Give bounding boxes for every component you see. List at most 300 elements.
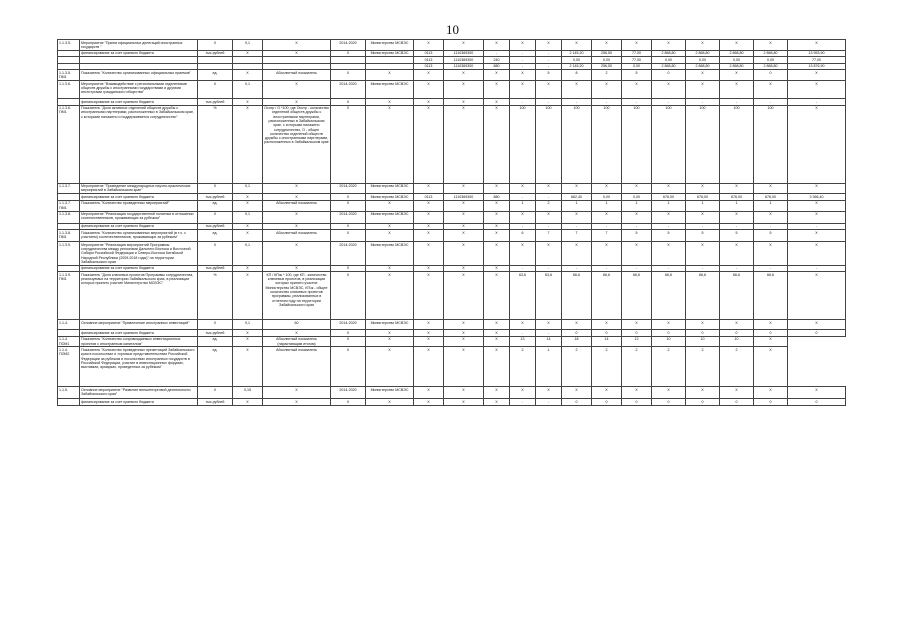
table-cell: X xyxy=(652,40,686,51)
table-cell: X xyxy=(592,242,622,266)
table-cell: 0,00 xyxy=(720,57,754,63)
table-cell: тыс.рублей xyxy=(198,399,233,405)
table-cell: - xyxy=(686,223,720,229)
table-cell: X xyxy=(536,320,562,330)
table-cell: X xyxy=(484,265,510,271)
table-cell: финансирование за счет краевого бюджета xyxy=(80,194,198,200)
table-cell: X xyxy=(366,99,414,105)
table-cell: X xyxy=(622,211,652,223)
table-cell: X xyxy=(652,320,686,330)
table-cell: X xyxy=(263,211,331,223)
table-cell: 1 xyxy=(622,200,652,211)
table-cell: X xyxy=(366,265,414,271)
table-cell: X xyxy=(414,242,444,266)
table-row xyxy=(58,387,846,399)
table-row xyxy=(58,347,846,387)
table-cell: 0113 xyxy=(414,50,444,56)
table-cell: 0,00 xyxy=(686,57,720,63)
table-cell: 0,1 xyxy=(233,211,263,223)
table-cell: - xyxy=(536,99,562,105)
table-cell: 1.1.3.8. ПМ1 xyxy=(58,230,80,242)
table-cell: - xyxy=(562,99,592,105)
table-cell: X xyxy=(414,272,444,320)
table-cell: X xyxy=(414,223,444,229)
table-row xyxy=(58,183,846,194)
table-cell: X xyxy=(233,200,263,211)
table-cell: X xyxy=(414,70,444,81)
table-cell: X xyxy=(331,230,366,242)
table-cell: 0 xyxy=(686,330,720,336)
table-cell: Министерство МСВЭС xyxy=(366,183,414,194)
table-cell: 1.1.3.7. xyxy=(58,183,80,194)
table-cell: X xyxy=(720,320,754,330)
table-cell: X xyxy=(331,347,366,387)
table-cell: X xyxy=(331,223,366,229)
table-cell: тыс.рублей xyxy=(198,265,233,271)
table-cell: - xyxy=(510,330,536,336)
table-cell: 0 xyxy=(788,399,846,405)
table-cell: 0,00 xyxy=(562,57,592,63)
table-cell: X xyxy=(331,194,366,200)
table-cell: КП / КПзк * 100, где КП - количество ключевых проектов, в реализации которых принято участие Министерство МСВЭС, КПзк - общее количество ключевых проектов программы, реализованных в отчетном году на территории Забайкальского края xyxy=(263,272,331,320)
table-row xyxy=(58,200,846,211)
table-cell: X xyxy=(484,347,510,387)
table-cell: X xyxy=(788,211,846,223)
table-cell: 1.1.4. ПОМ2 xyxy=(58,347,80,387)
table-cell: X xyxy=(592,81,622,99)
table-cell: X xyxy=(686,70,720,81)
table-cell: - xyxy=(510,63,536,69)
table-cell: 0 xyxy=(562,399,592,405)
table-cell: X xyxy=(331,272,366,320)
table-cell: X xyxy=(788,242,846,266)
table-cell: - xyxy=(652,223,686,229)
program-table xyxy=(57,39,846,406)
table-cell: X xyxy=(510,81,536,99)
table-cell: X xyxy=(366,330,414,336)
table-cell: 1 xyxy=(562,200,592,211)
table-row xyxy=(58,399,846,405)
table-cell: 77,00 xyxy=(622,57,652,63)
table-cell xyxy=(58,399,80,405)
table-cell: % xyxy=(198,105,233,183)
table-cell: - xyxy=(622,265,652,271)
table-cell: X xyxy=(414,320,444,330)
table-cell: X xyxy=(592,387,622,399)
table-cell: X xyxy=(331,265,366,271)
table-cell: % xyxy=(198,272,233,320)
table-cell: - xyxy=(536,223,562,229)
table-row xyxy=(58,70,846,81)
table-cell: 100 xyxy=(754,105,788,183)
table-cell: Осотр / О *100, где Осотр - количество отделений обществ дружбы с иностранными партнерами, расположенных в Забайкальском крае, с которыми налажено сотрудничество, О - общее количество отделений обществ дружбы с иностранными партнерами, расположенных в Забайкальском крае xyxy=(263,105,331,183)
table-cell: финансирование за счет краевого бюджета xyxy=(80,99,198,105)
table-cell: X xyxy=(484,99,510,105)
table-cell: 0,00 xyxy=(592,57,622,63)
table-cell: 63,6 xyxy=(536,272,562,320)
table-row xyxy=(58,272,846,320)
table-cell: 0 xyxy=(592,330,622,336)
table-cell: 63,6 xyxy=(510,272,536,320)
table-cell: 13 953,90 xyxy=(788,50,846,56)
table-cell: X xyxy=(754,347,788,387)
table-cell: 1.1.3.7. ПМ1 xyxy=(58,200,80,211)
table-cell: 2 868,80 xyxy=(686,50,720,56)
table-row xyxy=(58,230,846,242)
table-cell: X xyxy=(444,99,484,105)
table-cell: 60 xyxy=(263,320,331,330)
table-cell: X xyxy=(444,223,484,229)
table-cell: 100 xyxy=(622,105,652,183)
table-cell: X xyxy=(536,211,562,223)
table-cell: 1 xyxy=(592,200,622,211)
table-cell: X xyxy=(331,50,366,56)
table-cell: X xyxy=(686,183,720,194)
table-cell: 13 xyxy=(510,336,536,347)
table-cell: 1.1.3.6. xyxy=(58,81,80,99)
table-cell: X xyxy=(263,265,331,271)
table-cell: X xyxy=(263,183,331,194)
table-cell: - xyxy=(754,99,788,105)
table-cell: X xyxy=(562,242,592,266)
table-cell: X xyxy=(754,211,788,223)
table-cell: X xyxy=(686,81,720,99)
table-cell: X xyxy=(414,81,444,99)
table-cell: X xyxy=(366,70,414,81)
table-cell: 14 xyxy=(592,336,622,347)
table-cell: X xyxy=(331,399,366,405)
table-cell: X xyxy=(788,387,846,399)
table-cell: Показатель "Количество проведенных презентаций Забайкальского края в посольствах и торговых представительствах Российской Федерации за рубежом и посольствах иностранных государств в Российской Федерации, участие в инвестиционных форумах, выставках, ярмарках, проведенных за рубежом" xyxy=(80,347,198,387)
table-cell: тыс.рублей xyxy=(198,99,233,105)
table-cell: - xyxy=(652,99,686,105)
table-cell: X xyxy=(484,387,510,399)
table-cell: - xyxy=(536,265,562,271)
table-cell: 66,6 xyxy=(686,272,720,320)
table-cell: - xyxy=(510,194,536,200)
table-cell: 5 xyxy=(622,230,652,242)
table-cell: X xyxy=(484,230,510,242)
table-row xyxy=(58,40,846,51)
table-cell: X xyxy=(414,40,444,51)
table-cell: X xyxy=(233,230,263,242)
table-cell: 100 xyxy=(686,105,720,183)
table-cell: 66,6 xyxy=(562,272,592,320)
table-cell: 0 xyxy=(652,330,686,336)
table-cell: - xyxy=(536,194,562,200)
table-cell: 1.1.4. ПОМ1 xyxy=(58,336,80,347)
table-cell: X xyxy=(444,211,484,223)
table-cell: - xyxy=(536,63,562,69)
table-cell: X xyxy=(263,50,331,56)
table-cell: 100 xyxy=(562,105,592,183)
table-cell: X xyxy=(788,70,846,81)
table-cell: - xyxy=(484,50,510,56)
table-cell: X xyxy=(720,70,754,81)
table-cell: X xyxy=(484,70,510,81)
table-cell: X xyxy=(484,320,510,330)
table-cell: тыс.рублей xyxy=(198,194,233,200)
table-cell: X xyxy=(444,40,484,51)
table-cell: 5 xyxy=(720,230,754,242)
table-cell: 676,00 xyxy=(686,194,720,200)
table-cell: 18 xyxy=(562,336,592,347)
table-cell: X xyxy=(622,81,652,99)
table-cell: X xyxy=(366,105,414,183)
table-cell: - xyxy=(754,223,788,229)
table-cell: 2 xyxy=(686,347,720,387)
table-cell: 1 xyxy=(754,200,788,211)
table-cell: 12 xyxy=(622,336,652,347)
table-cell: X xyxy=(331,200,366,211)
table-cell: X xyxy=(263,399,331,405)
table-cell: X xyxy=(510,211,536,223)
table-cell: 6 xyxy=(510,230,536,242)
table-cell: X xyxy=(484,211,510,223)
table-cell: 676,00 xyxy=(720,194,754,200)
table-cell: X xyxy=(536,183,562,194)
table-cell: Мероприятие "Взаимодействие с региональными отделениями обществ дружбы с иностранными государствами и другими институтами гражданского общества" xyxy=(80,81,198,99)
table-cell: X xyxy=(444,81,484,99)
table-cell: X xyxy=(263,194,331,200)
table-cell: 1 xyxy=(720,200,754,211)
table-cell: Абсолютный показатель xyxy=(263,230,331,242)
table-cell: 0 xyxy=(720,330,754,336)
table-cell: 100 xyxy=(510,105,536,183)
table-cell: X xyxy=(198,387,233,399)
table-cell: 2 868,80 xyxy=(720,63,754,69)
table-cell: X xyxy=(484,81,510,99)
table-cell: - xyxy=(536,57,562,63)
table-cell: 0 xyxy=(592,399,622,405)
table-cell: 0,00 xyxy=(592,194,622,200)
table-cell: 0 xyxy=(754,399,788,405)
table-cell: X xyxy=(414,99,444,105)
table-cell: X xyxy=(562,387,592,399)
table-cell: - xyxy=(510,223,536,229)
table-cell: 66,6 xyxy=(720,272,754,320)
table-cell: - xyxy=(592,99,622,105)
table-cell: X xyxy=(444,265,484,271)
table-cell: X xyxy=(414,336,444,347)
table-body xyxy=(58,40,846,406)
table-cell: - xyxy=(788,223,846,229)
table-cell: 14 xyxy=(536,336,562,347)
table-cell: Министерство МСВЭС xyxy=(366,40,414,51)
table-cell: X xyxy=(484,183,510,194)
table-cell: X xyxy=(562,81,592,99)
table-cell: 1.1.3.5. xyxy=(58,40,80,51)
table-cell: 2 xyxy=(510,347,536,387)
table-cell: X xyxy=(754,40,788,51)
table-cell: Абсолютный показатель xyxy=(263,70,331,81)
table-cell: 7 xyxy=(592,230,622,242)
table-cell: 662,40 xyxy=(562,194,592,200)
table-cell: 100 xyxy=(720,105,754,183)
table-cell: 2 xyxy=(622,347,652,387)
table-cell: 880 xyxy=(484,194,510,200)
table-cell: - xyxy=(510,399,536,405)
table-cell: 0,1 xyxy=(233,81,263,99)
table-cell: 2 xyxy=(562,347,592,387)
table-row xyxy=(58,81,846,99)
table-cell: X xyxy=(484,242,510,266)
table-cell: 1.1.3.5. ПМ1 xyxy=(58,70,80,81)
table-cell: Мероприятие "Реализация мероприятий Программы сотрудничества между регионами Дальнего Востока и Восточной Сибири Российской Федерации и Северо-Востока Китайской Народной Республики (2009-2018 годы)" на территории Забайкальского края xyxy=(80,242,198,266)
table-row xyxy=(58,336,846,347)
table-cell: 2014-2020 xyxy=(331,40,366,51)
table-cell: X xyxy=(414,105,444,183)
table-cell: X xyxy=(233,194,263,200)
table-cell: 0 xyxy=(720,399,754,405)
table-cell: X xyxy=(414,399,444,405)
table-cell: X xyxy=(592,40,622,51)
table-cell: X xyxy=(754,320,788,330)
table-cell: 2 868,80 xyxy=(652,63,686,69)
table-cell: ед. xyxy=(198,200,233,211)
table-cell: X xyxy=(198,211,233,223)
table-cell: X xyxy=(592,211,622,223)
table-cell: 0 xyxy=(754,330,788,336)
table-cell: Министерство МСВЭС xyxy=(366,387,414,399)
table-cell: X xyxy=(233,50,263,56)
table-cell: финансирование за счет краевого бюджета xyxy=(80,223,198,229)
table-cell: - xyxy=(592,223,622,229)
table-cell: X xyxy=(562,320,592,330)
table-cell: 2 145,20 xyxy=(562,50,592,56)
table-cell: - xyxy=(720,99,754,105)
table-cell: X xyxy=(484,105,510,183)
table-cell: X xyxy=(536,387,562,399)
table-cell: 77,00 xyxy=(622,50,652,56)
table-cell: X xyxy=(263,40,331,51)
table-cell: Показатель "Количество проведенных мероприятий" xyxy=(80,200,198,211)
table-cell: тыс.рублей xyxy=(198,330,233,336)
table-cell: Показатель "Количество сопровождаемых инвестиционных проектов с иностранным капиталом" xyxy=(80,336,198,347)
table-cell: - xyxy=(686,99,720,105)
table-cell: X xyxy=(263,387,331,399)
table-cell: - xyxy=(788,99,846,105)
table-cell: X xyxy=(536,81,562,99)
table-cell: X xyxy=(444,70,484,81)
table-cell: X xyxy=(198,40,233,51)
table-cell: X xyxy=(444,242,484,266)
table-cell: 66,6 xyxy=(622,272,652,320)
table-cell: X xyxy=(444,399,484,405)
table-cell: X xyxy=(536,242,562,266)
table-cell: 2014-2020 xyxy=(331,183,366,194)
table-cell: 10 xyxy=(686,336,720,347)
table-cell: X xyxy=(444,336,484,347)
table-cell: 5 xyxy=(652,230,686,242)
table-cell: X xyxy=(444,387,484,399)
table-cell: 2 xyxy=(652,347,686,387)
table-cell: Министерство МСВЭС xyxy=(366,194,414,200)
table-cell: - xyxy=(562,265,592,271)
table-cell: X xyxy=(198,242,233,266)
table-cell: X xyxy=(444,320,484,330)
table-cell: X xyxy=(592,183,622,194)
table-cell: X xyxy=(510,40,536,51)
table-cell: Показатель "Доля ключевых проектов Программы сотрудничества, реализуемых на территории Забайкальского края, в реализации которых принято участие Министерство МСВЭС" xyxy=(80,272,198,320)
table-row xyxy=(58,320,846,330)
table-cell: Мероприятие "Проведение международных научно-практических мероприятий в Забайкальском крае" xyxy=(80,183,198,194)
table-cell: X xyxy=(652,242,686,266)
table-cell: X xyxy=(414,387,444,399)
table-cell: - xyxy=(536,330,562,336)
table-cell: 5 xyxy=(686,230,720,242)
table-cell: 2 868,80 xyxy=(754,50,788,56)
table-cell: X xyxy=(592,320,622,330)
table-cell: X xyxy=(198,81,233,99)
table-cell: Показатель "Доля активных отделений обществ дружбы с иностранными партнерами, расположенных в Забайкальском крае, с которыми налажено и поддерживается сотрудничество" xyxy=(80,105,198,183)
table-row xyxy=(58,211,846,223)
table-cell: X xyxy=(263,330,331,336)
table-cell: Основное мероприятие "Развитие внешнеторговой деятельности Забайкальского края" xyxy=(80,387,198,399)
table-cell: X xyxy=(263,99,331,105)
table-cell: X xyxy=(652,183,686,194)
table-cell: Основное мероприятие "Привлечение иностранных инвестиций" xyxy=(80,320,198,330)
table-cell: ед. xyxy=(198,336,233,347)
table-cell: Абсолютный показатель xyxy=(263,347,331,387)
table-cell: 0,1 xyxy=(233,183,263,194)
table-cell: X xyxy=(484,336,510,347)
table-cell: X xyxy=(788,183,846,194)
table-cell: X xyxy=(510,183,536,194)
table-cell: X xyxy=(444,272,484,320)
table-cell: Мероприятие "Прием официальных делегаций иностранных государств " xyxy=(80,40,198,51)
table-cell: X xyxy=(233,99,263,105)
table-cell: - xyxy=(622,223,652,229)
table-cell: X xyxy=(652,81,686,99)
table-cell: 1110369300 xyxy=(444,194,484,200)
table-cell: 0,00 xyxy=(652,57,686,63)
table-cell: X xyxy=(720,387,754,399)
table-cell: 0 xyxy=(788,330,846,336)
table-cell: X xyxy=(686,40,720,51)
table-cell: ед. xyxy=(198,230,233,242)
table-cell: 2 145,20 xyxy=(562,63,592,69)
table-cell: 3 366,40 xyxy=(788,194,846,200)
table-cell: Министерство МСВЭС xyxy=(366,50,414,56)
table-cell: - xyxy=(536,399,562,405)
table-cell: X xyxy=(720,81,754,99)
table-cell: - xyxy=(562,223,592,229)
table-cell: Министерство МСВЭС xyxy=(366,320,414,330)
table-cell: - xyxy=(652,265,686,271)
table-cell: Мероприятие "Реализация государственной политики в отношении соотечественников, проживающих за рубежом" xyxy=(80,211,198,223)
table-cell: Министерство МСВЭС xyxy=(366,242,414,266)
table-cell: X xyxy=(788,320,846,330)
table-cell: X xyxy=(788,40,846,51)
table-cell: 2 xyxy=(592,347,622,387)
table-cell: X xyxy=(366,230,414,242)
table-cell: X xyxy=(788,200,846,211)
table-cell: 0 xyxy=(754,70,788,81)
table-cell: финансирование за счет краевого бюджета xyxy=(80,399,198,405)
table-cell: X xyxy=(263,242,331,266)
table-cell: Министерство МСВЭС xyxy=(366,81,414,99)
table-cell: 2 868,80 xyxy=(652,50,686,56)
table-cell: 1 xyxy=(686,200,720,211)
table-cell: 1.1.3.9. xyxy=(58,242,80,266)
table-cell: 66,6 xyxy=(754,272,788,320)
table-cell: 880 xyxy=(484,63,510,69)
table-cell: 2 868,80 xyxy=(686,63,720,69)
table-cell: X xyxy=(686,387,720,399)
table-cell: - xyxy=(754,265,788,271)
table-cell: 2014-2020 xyxy=(331,242,366,266)
